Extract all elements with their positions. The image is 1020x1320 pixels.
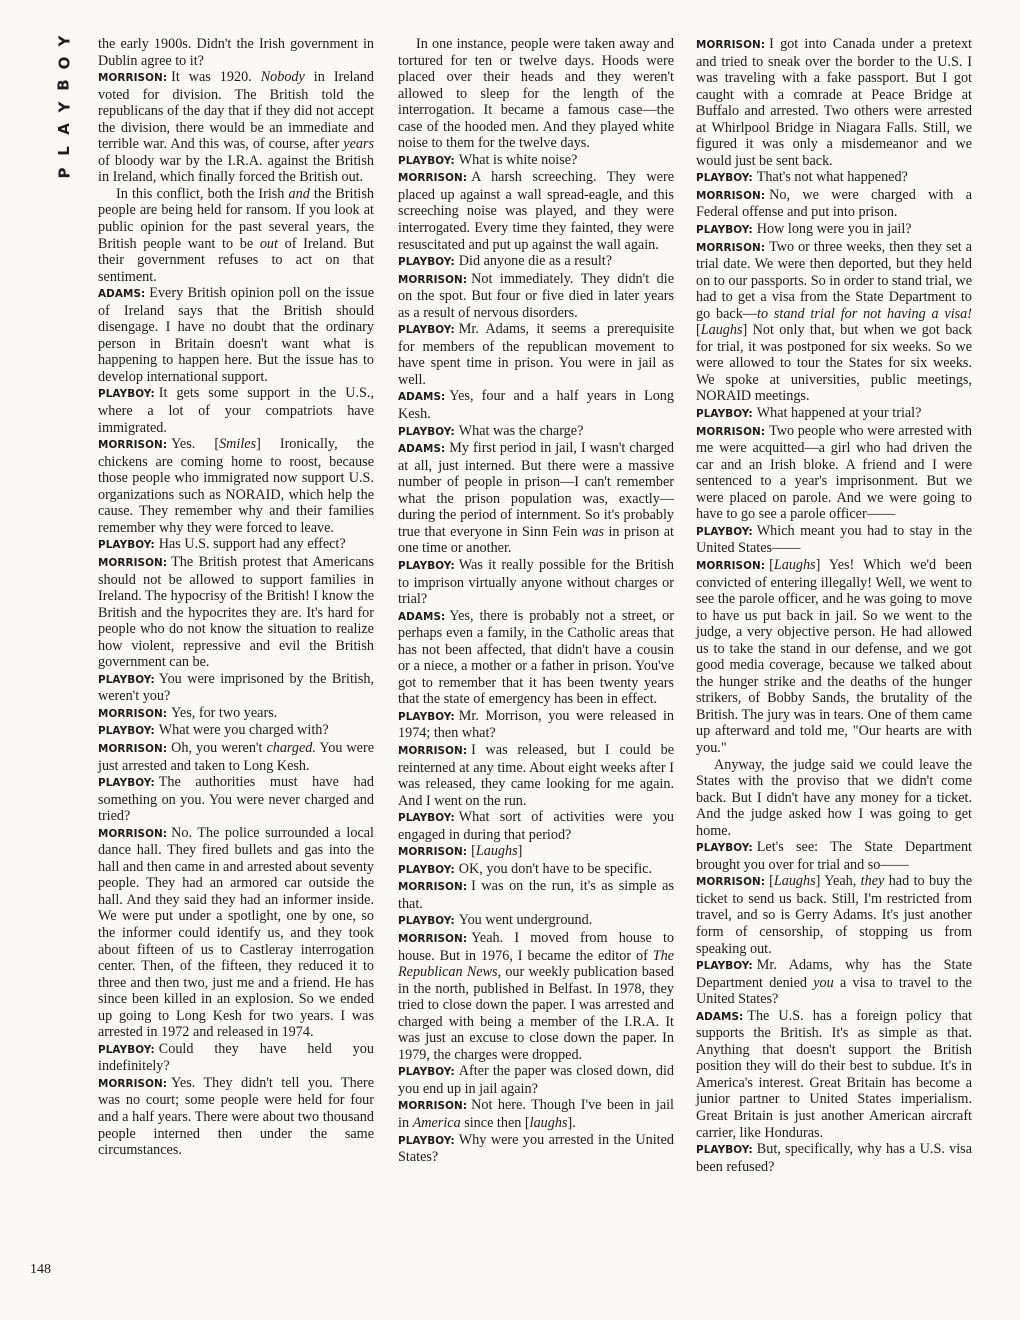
speaker-label: MORRISON: bbox=[98, 827, 168, 840]
speaker-label: MORRISON: bbox=[398, 744, 468, 757]
paragraph-text: What is white noise? bbox=[458, 151, 578, 168]
paragraph-text: [ bbox=[696, 322, 701, 339]
speaker-label: MORRISON: bbox=[398, 881, 468, 894]
interview-paragraph bbox=[696, 839, 972, 873]
speaker-label: PLAYBOY: bbox=[398, 710, 455, 723]
paragraph-text: What were you charged with? bbox=[158, 722, 329, 739]
interview-paragraph bbox=[398, 36, 674, 152]
paragraph-text: After the paper was closed down, did you end up in jail again? bbox=[398, 1063, 674, 1097]
interview-paragraph bbox=[696, 757, 972, 840]
italic-text: Laughs bbox=[773, 873, 816, 890]
paragraph-text: Oh, you weren't bbox=[171, 739, 267, 756]
paragraph-text: A harsh screeching. They were placed up against a wall spread-eagle, and this screeching noise was played, and they were interrogated. Every time they fainted, they were resuscitated and put up against the wall again. bbox=[398, 169, 674, 253]
speaker-label: PLAYBOY: bbox=[398, 425, 455, 438]
italic-text: America bbox=[412, 1115, 461, 1131]
interview-paragraph bbox=[696, 221, 972, 239]
interview-paragraph bbox=[398, 271, 674, 322]
speaker-label: PLAYBOY: bbox=[398, 324, 455, 337]
interview-paragraph bbox=[696, 1141, 972, 1175]
interview-paragraph bbox=[98, 671, 374, 705]
paragraph-text: That's not what happened? bbox=[756, 169, 908, 186]
interview-paragraph bbox=[696, 405, 972, 423]
interview-paragraph bbox=[98, 385, 374, 436]
interview-paragraph bbox=[696, 187, 972, 221]
paragraph-text: the British people are being held for ransom. If you look at public opinion for the past several years, the British people want to be bbox=[98, 185, 374, 252]
speaker-label: MORRISON: bbox=[98, 1077, 168, 1090]
speaker-label: ADAMS: bbox=[398, 443, 446, 456]
speaker-label: MORRISON: bbox=[696, 189, 766, 202]
speaker-label: MORRISON: bbox=[98, 556, 168, 569]
speaker-label: PLAYBOY: bbox=[98, 725, 155, 738]
italic-text: Laughs bbox=[700, 322, 743, 339]
interview-paragraph bbox=[696, 557, 972, 757]
speaker-label: MORRISON: bbox=[98, 707, 168, 720]
interview-paragraph bbox=[398, 843, 674, 861]
interview-paragraph bbox=[98, 186, 374, 285]
paragraph-text: Has U.S. support had any effect? bbox=[158, 536, 346, 553]
sidebar-letter: O bbox=[54, 56, 73, 70]
paragraph-text: had to buy the ticket to send us back. Still, I'm restricted from travel, and so is Gerry Adams. It's just another form of censorship, of stopping us from speaking out. bbox=[696, 873, 972, 957]
interview-paragraph bbox=[696, 523, 972, 557]
interview-paragraph bbox=[398, 253, 674, 271]
paragraph-text: Yes, there is probably not a street, or perhaps even a family, in the Catholic areas that has not been affected, that didn't have a cousin or a niece, a mother or a father in prison. You've got to remember that it has been twenty years that the state of emergency has been in effect. bbox=[398, 607, 674, 708]
speaker-label: MORRISON: bbox=[98, 742, 168, 755]
paragraph-text: What happened at your trial? bbox=[756, 405, 922, 422]
italic-text: The Republican News bbox=[398, 947, 674, 981]
italic-text: to stand trial for not having a visa! bbox=[757, 305, 972, 322]
interview-paragraph bbox=[398, 1063, 674, 1097]
sidebar-letter: Y bbox=[55, 35, 73, 47]
interview-paragraph bbox=[98, 554, 374, 671]
paragraph-text: ] Ironically, the chickens are coming home to roost, because those people who immigrated now support U.S. organizations such as NORAID, which help the cause. They remember why and their families remember why they were forced to leave. bbox=[98, 436, 374, 536]
paragraph-text: Not here. Though I've been in jail in bbox=[398, 1097, 674, 1131]
paragraph-text: Every British opinion poll on the issue of Ireland says that the British should disengage. I have no doubt that the ordinary person in Britain doesn't want what is happening to happen here. But the issue has to develop international support. bbox=[98, 285, 374, 385]
speaker-label: PLAYBOY: bbox=[696, 525, 753, 538]
interview-paragraph bbox=[98, 536, 374, 554]
speaker-label: PLAYBOY: bbox=[398, 812, 455, 825]
paragraph-text: You went underground. bbox=[458, 912, 593, 929]
paragraph-text: Yeah. I moved from house to house. But in 1976, I became the editor of bbox=[398, 929, 674, 964]
interview-paragraph bbox=[398, 708, 674, 742]
italic-text: years bbox=[343, 136, 374, 153]
interview-paragraph bbox=[98, 436, 374, 536]
paragraph-text: ] Yeah, bbox=[815, 873, 861, 890]
italic-text: you bbox=[813, 974, 834, 991]
speaker-label: MORRISON: bbox=[398, 1100, 468, 1113]
paragraph-text: ] bbox=[517, 843, 523, 860]
italic-text: Laughs bbox=[773, 556, 816, 573]
text-column-3 bbox=[696, 36, 972, 1175]
paragraph-text: Could they have held you indefinitely? bbox=[98, 1040, 374, 1075]
speaker-label: MORRISON: bbox=[696, 559, 766, 572]
paragraph-text: I got into Canada under a pretext and tried to sneak over the border to the U.S. I was traveling with a fake passport. But I got caught with a comrade at Peace Bridge at Buffalo and arrested. Two others were arrested at Whirlpool Bridge in Niagara Falls. Still, we figured it was only a misdemeanor and we would just be sent back. bbox=[696, 36, 972, 169]
sidebar-letter: A bbox=[54, 123, 73, 135]
paragraph-text: It was 1920. bbox=[171, 69, 261, 86]
interview-paragraph bbox=[696, 873, 972, 957]
paragraph-text: [ bbox=[769, 556, 774, 573]
interview-paragraph bbox=[398, 169, 674, 253]
italic-text: out bbox=[259, 235, 278, 252]
paragraph-text: Which meant you had to stay in the United States—— bbox=[696, 522, 972, 557]
paragraph-text: in Ireland voted for division. The British told the republicans of the day that if they did not accept the division, there would be an immediate and terrible war. And this was, of course, after bbox=[98, 69, 374, 153]
paragraph-text: But, specifically, why has a U.S. visa been refused? bbox=[696, 1141, 972, 1175]
interview-paragraph bbox=[696, 423, 972, 523]
interview-paragraph bbox=[98, 705, 374, 723]
paragraph-text: You were just arrested and taken to Long Kesh. bbox=[98, 739, 374, 774]
text-column-1 bbox=[98, 36, 374, 1159]
speaker-label: ADAMS: bbox=[398, 610, 446, 623]
speaker-label: MORRISON: bbox=[98, 72, 168, 85]
paragraph-text: , our weekly publication based in the north, published in Belfast. In 1978, they tried to close down the paper. I was arrested and charged with being a member of the I.R.A. It was just an excuse to close down the paper. In 1979, the charges were dropped. bbox=[398, 964, 675, 1063]
paragraph-text: Mr. Adams, it seems a prerequisite for members of the republican movement to have spent time in prison. You were in jail as well. bbox=[398, 321, 674, 388]
interview-paragraph bbox=[98, 69, 374, 186]
speaker-label: MORRISON: bbox=[696, 39, 766, 51]
paragraph-text: [ bbox=[471, 843, 476, 860]
paragraph-text: [ bbox=[769, 873, 774, 890]
interview-paragraph bbox=[398, 912, 674, 930]
italic-text: Nobody bbox=[260, 69, 305, 86]
interview-paragraph bbox=[696, 1008, 972, 1141]
interview-paragraph bbox=[696, 957, 972, 1008]
interview-paragraph bbox=[398, 321, 674, 388]
paragraph-text: What sort of activities were you engaged in during that period? bbox=[398, 809, 674, 843]
interview-paragraph bbox=[398, 440, 674, 557]
speaker-label: ADAMS: bbox=[696, 1010, 744, 1023]
sidebar-letter: Y bbox=[55, 101, 73, 113]
speaker-label: PLAYBOY: bbox=[98, 539, 155, 552]
interview-paragraph bbox=[398, 557, 674, 608]
paragraph-text: The U.S. has a foreign policy that supports the British. It's as simple as that. Anything that doesn't support the British position they will do their best to subdue. It's in America's interest. Great Britain has become a junior partner to United States imperialism. Great Britain is just another American aircraft carrier, like Honduras. bbox=[696, 1007, 972, 1141]
paragraph-text: My first period in jail, I wasn't charged at all, just interned. But there were a massive number of people in prison—I can't remember what the prison population was, exactly—during the period of internment. So it's probably true that everyone in Sinn Fein bbox=[398, 440, 674, 540]
paragraph-text: of bloody war by the I.R.A. against the British in Ireland, which finally forced the British out. bbox=[98, 152, 374, 186]
paragraph-text: Two or three weeks, then they set a trial date. We were then deported, but they held on to our passports. So in order to stand trial, we had to get a visa from the State Department to go back— bbox=[696, 238, 972, 322]
sidebar-letter: L bbox=[55, 146, 73, 156]
paragraph-text: Yes, for two years. bbox=[171, 704, 278, 721]
interview-paragraph bbox=[398, 861, 674, 879]
paragraph-text: the early 1900s. Didn't the Irish government in Dublin agree to it? bbox=[98, 36, 374, 69]
interview-paragraph bbox=[696, 36, 972, 169]
paragraph-text: No. The police surrounded a local dance hall. They fired bullets and gas into the hall and then came in and arrested about seventy people. They had an armored car outside the hall. And they said they had an informer inside. We were put under a spotlight, one by one, so the informer could identify us, and they took about fifteen of us to Castleray interrogation center. Then, of the fifteen, they reduced it to three and then two, just me and a friend. He has since been killed in an explosion. So we ended up going to Long Kesh for two years. I was arrested in 1972 and released in 1974. bbox=[98, 824, 374, 1041]
speaker-label: PLAYBOY: bbox=[696, 960, 753, 973]
interview-paragraph bbox=[398, 608, 674, 708]
page-number: 148 bbox=[30, 1262, 51, 1277]
speaker-label: MORRISON: bbox=[696, 241, 766, 254]
speaker-label: PLAYBOY: bbox=[98, 1043, 155, 1056]
speaker-label: MORRISON: bbox=[398, 273, 468, 286]
italic-text: charged. bbox=[266, 739, 316, 756]
paragraph-text: Two people who were arrested with me were acquitted—a girl who had driven the car and an Irish bloke. A friend and I were sentenced to a year's imprisonment. But we were placed on parole. And we were going to have to go see a parole officer—— bbox=[696, 422, 972, 523]
speaker-label: PLAYBOY: bbox=[696, 1144, 753, 1157]
paragraph-text: ]. bbox=[567, 1115, 576, 1131]
speaker-label: MORRISON: bbox=[398, 932, 468, 945]
italic-text: laughs bbox=[529, 1115, 568, 1131]
paragraph-text: in prison at one time or another. bbox=[398, 523, 674, 557]
paragraph-text: Was it really possible for the British to imprison virtually anyone without charges or trial? bbox=[398, 556, 674, 608]
speaker-label: PLAYBOY: bbox=[398, 863, 455, 876]
speaker-label: PLAYBOY: bbox=[398, 1066, 455, 1079]
paragraph-text: Let's see: The State Department brought you over for trial and so—— bbox=[696, 839, 972, 873]
interview-paragraph bbox=[398, 809, 674, 843]
paragraph-text: of Ireland. But their government refuses to act on that sentiment. bbox=[98, 235, 374, 285]
paragraph-text: I was on the run, it's as simple as that. bbox=[398, 878, 674, 912]
paragraph-text: ] Yes! Which we'd been convicted of entering illegally! Well, we went to see the parole officer, and he was going to move to have us put back in jail. So we went to the judge, a very objective person. He had allowed us to take the stand in our defense, and we got good media coverage, because we talked about the hunger strike and the deaths of the hunger strikers, of Bobby Sands, the brutality of the British. The jury was in tears. One of them came up afterward and told me, "Our hearts are with you." bbox=[696, 556, 972, 756]
paragraph-text: ] Not only that, but when we got back for trial, it was postponed for six weeks. So we were allowed to tour the States for six weeks. We spoke at universities, public meetings, NORAID meetings. bbox=[696, 322, 972, 405]
paragraph-text: since then [ bbox=[460, 1115, 530, 1131]
speaker-label: PLAYBOY: bbox=[98, 673, 155, 686]
speaker-label: PLAYBOY: bbox=[696, 408, 753, 421]
speaker-label: PLAYBOY: bbox=[696, 224, 753, 237]
paragraph-text: Mr. Morrison, you were released in 1974; then what? bbox=[398, 707, 674, 742]
speaker-label: PLAYBOY: bbox=[98, 388, 155, 401]
speaker-label: PLAYBOY: bbox=[398, 154, 455, 167]
interview-paragraph bbox=[398, 388, 674, 422]
interview-paragraph bbox=[98, 722, 374, 740]
interview-paragraph bbox=[98, 740, 374, 774]
speaker-label: ADAMS: bbox=[98, 288, 146, 301]
paragraph-text: Mr. Adams, why has the State Department denied bbox=[696, 957, 972, 991]
paragraph-text: Why were you arrested in the United States? bbox=[398, 1131, 674, 1166]
interview-paragraph bbox=[398, 152, 674, 170]
interview-paragraph bbox=[98, 774, 374, 825]
speaker-label: PLAYBOY: bbox=[398, 915, 455, 928]
italic-text: and bbox=[288, 185, 310, 202]
interview-paragraph bbox=[98, 1075, 374, 1159]
speaker-label: ADAMS: bbox=[398, 391, 446, 404]
paragraph-text: No, we were charged with a Federal offense and put into prison. bbox=[696, 186, 972, 221]
sidebar-letter: B bbox=[55, 79, 73, 91]
interview-paragraph bbox=[696, 169, 972, 187]
paragraph-text: I was released, but I could be reinterned at any time. About eight weeks after I was released, they came looking for me again. And I went on the run. bbox=[398, 741, 674, 809]
sidebar-letter: P bbox=[55, 167, 73, 179]
speaker-label: PLAYBOY: bbox=[696, 172, 753, 185]
interview-paragraph bbox=[98, 1041, 374, 1075]
paragraph-text: It gets some support in the U.S., where a lot of your compatriots have immigrated. bbox=[98, 385, 374, 436]
interview-paragraph bbox=[696, 239, 972, 405]
italic-text: Smiles bbox=[219, 436, 257, 453]
paragraph-text: Not immediately. They didn't die on the spot. But four or five died in later years as a result of nervous disorders. bbox=[398, 270, 674, 321]
speaker-label: MORRISON: bbox=[98, 439, 168, 452]
interview-paragraph bbox=[398, 1097, 674, 1131]
speaker-label: PLAYBOY: bbox=[398, 1134, 455, 1147]
paragraph-text: The authorities must have had something on you. You were never charged and tried? bbox=[98, 774, 374, 825]
paragraph-text: Anyway, the judge said we could leave the States with the proviso that we didn't come back. But I didn't have any money for a ticket. And the judge asked how I was going to get home. bbox=[696, 756, 972, 839]
paragraph-text: Yes. [ bbox=[171, 436, 220, 453]
speaker-label: PLAYBOY: bbox=[98, 777, 155, 790]
magazine-sidebar-label bbox=[46, 30, 82, 184]
italic-text: they bbox=[860, 873, 885, 890]
speaker-label: PLAYBOY: bbox=[696, 842, 753, 855]
speaker-label: MORRISON: bbox=[398, 846, 468, 859]
speaker-label: PLAYBOY: bbox=[398, 559, 455, 572]
paragraph-text: Yes, four and a half years in Long Kesh. bbox=[398, 388, 674, 423]
italic-text: Laughs bbox=[475, 843, 518, 860]
paragraph-text: Did anyone die as a result? bbox=[458, 253, 613, 270]
speaker-label: PLAYBOY: bbox=[398, 256, 455, 269]
paragraph-text: Yes. They didn't tell you. There was no court; some people were held for four and a half years. There were about two thousand people interned then under the same circumstances. bbox=[98, 1074, 374, 1159]
interview-paragraph bbox=[398, 423, 674, 441]
interview-paragraph bbox=[98, 285, 374, 385]
interview-paragraph bbox=[398, 930, 674, 1063]
speaker-label: MORRISON: bbox=[696, 425, 766, 438]
paragraph-text: OK, you don't have to be specific. bbox=[458, 860, 653, 877]
interview-paragraph bbox=[398, 742, 674, 809]
speaker-label: MORRISON: bbox=[696, 876, 766, 889]
paragraph-text: In one instance, people were taken away and tortured for ten or twelve days. Hoods were placed over their heads and they weren't allowed to sleep for the length of the interrogation. It became a famous case—the case of the hooded men. And they played white noise to them for the twelve days. bbox=[398, 36, 674, 152]
text-column-2 bbox=[398, 36, 674, 1166]
interview-paragraph bbox=[98, 825, 374, 1041]
paragraph-text: a visa to travel to the United States? bbox=[696, 974, 972, 1008]
interview-paragraph bbox=[398, 878, 674, 912]
paragraph-text: You were imprisoned by the British, weren't you? bbox=[98, 670, 374, 705]
paragraph-text: The British protest that Americans should not be allowed to support families in Ireland. The hypocrisy of the British! I know the British and the hypocrites they are. It's hard for people who do not know the situation to realize how violent, repressive and evil the British government can be. bbox=[98, 553, 374, 671]
interview-paragraph bbox=[98, 36, 374, 69]
paragraph-text: How long were you in jail? bbox=[756, 221, 912, 238]
speaker-label: MORRISON: bbox=[398, 172, 468, 185]
paragraph-text: In this conflict, both the Irish bbox=[116, 185, 289, 202]
interview-paragraph bbox=[398, 1132, 674, 1166]
paragraph-text: What was the charge? bbox=[458, 422, 584, 439]
italic-text: was bbox=[581, 523, 605, 540]
